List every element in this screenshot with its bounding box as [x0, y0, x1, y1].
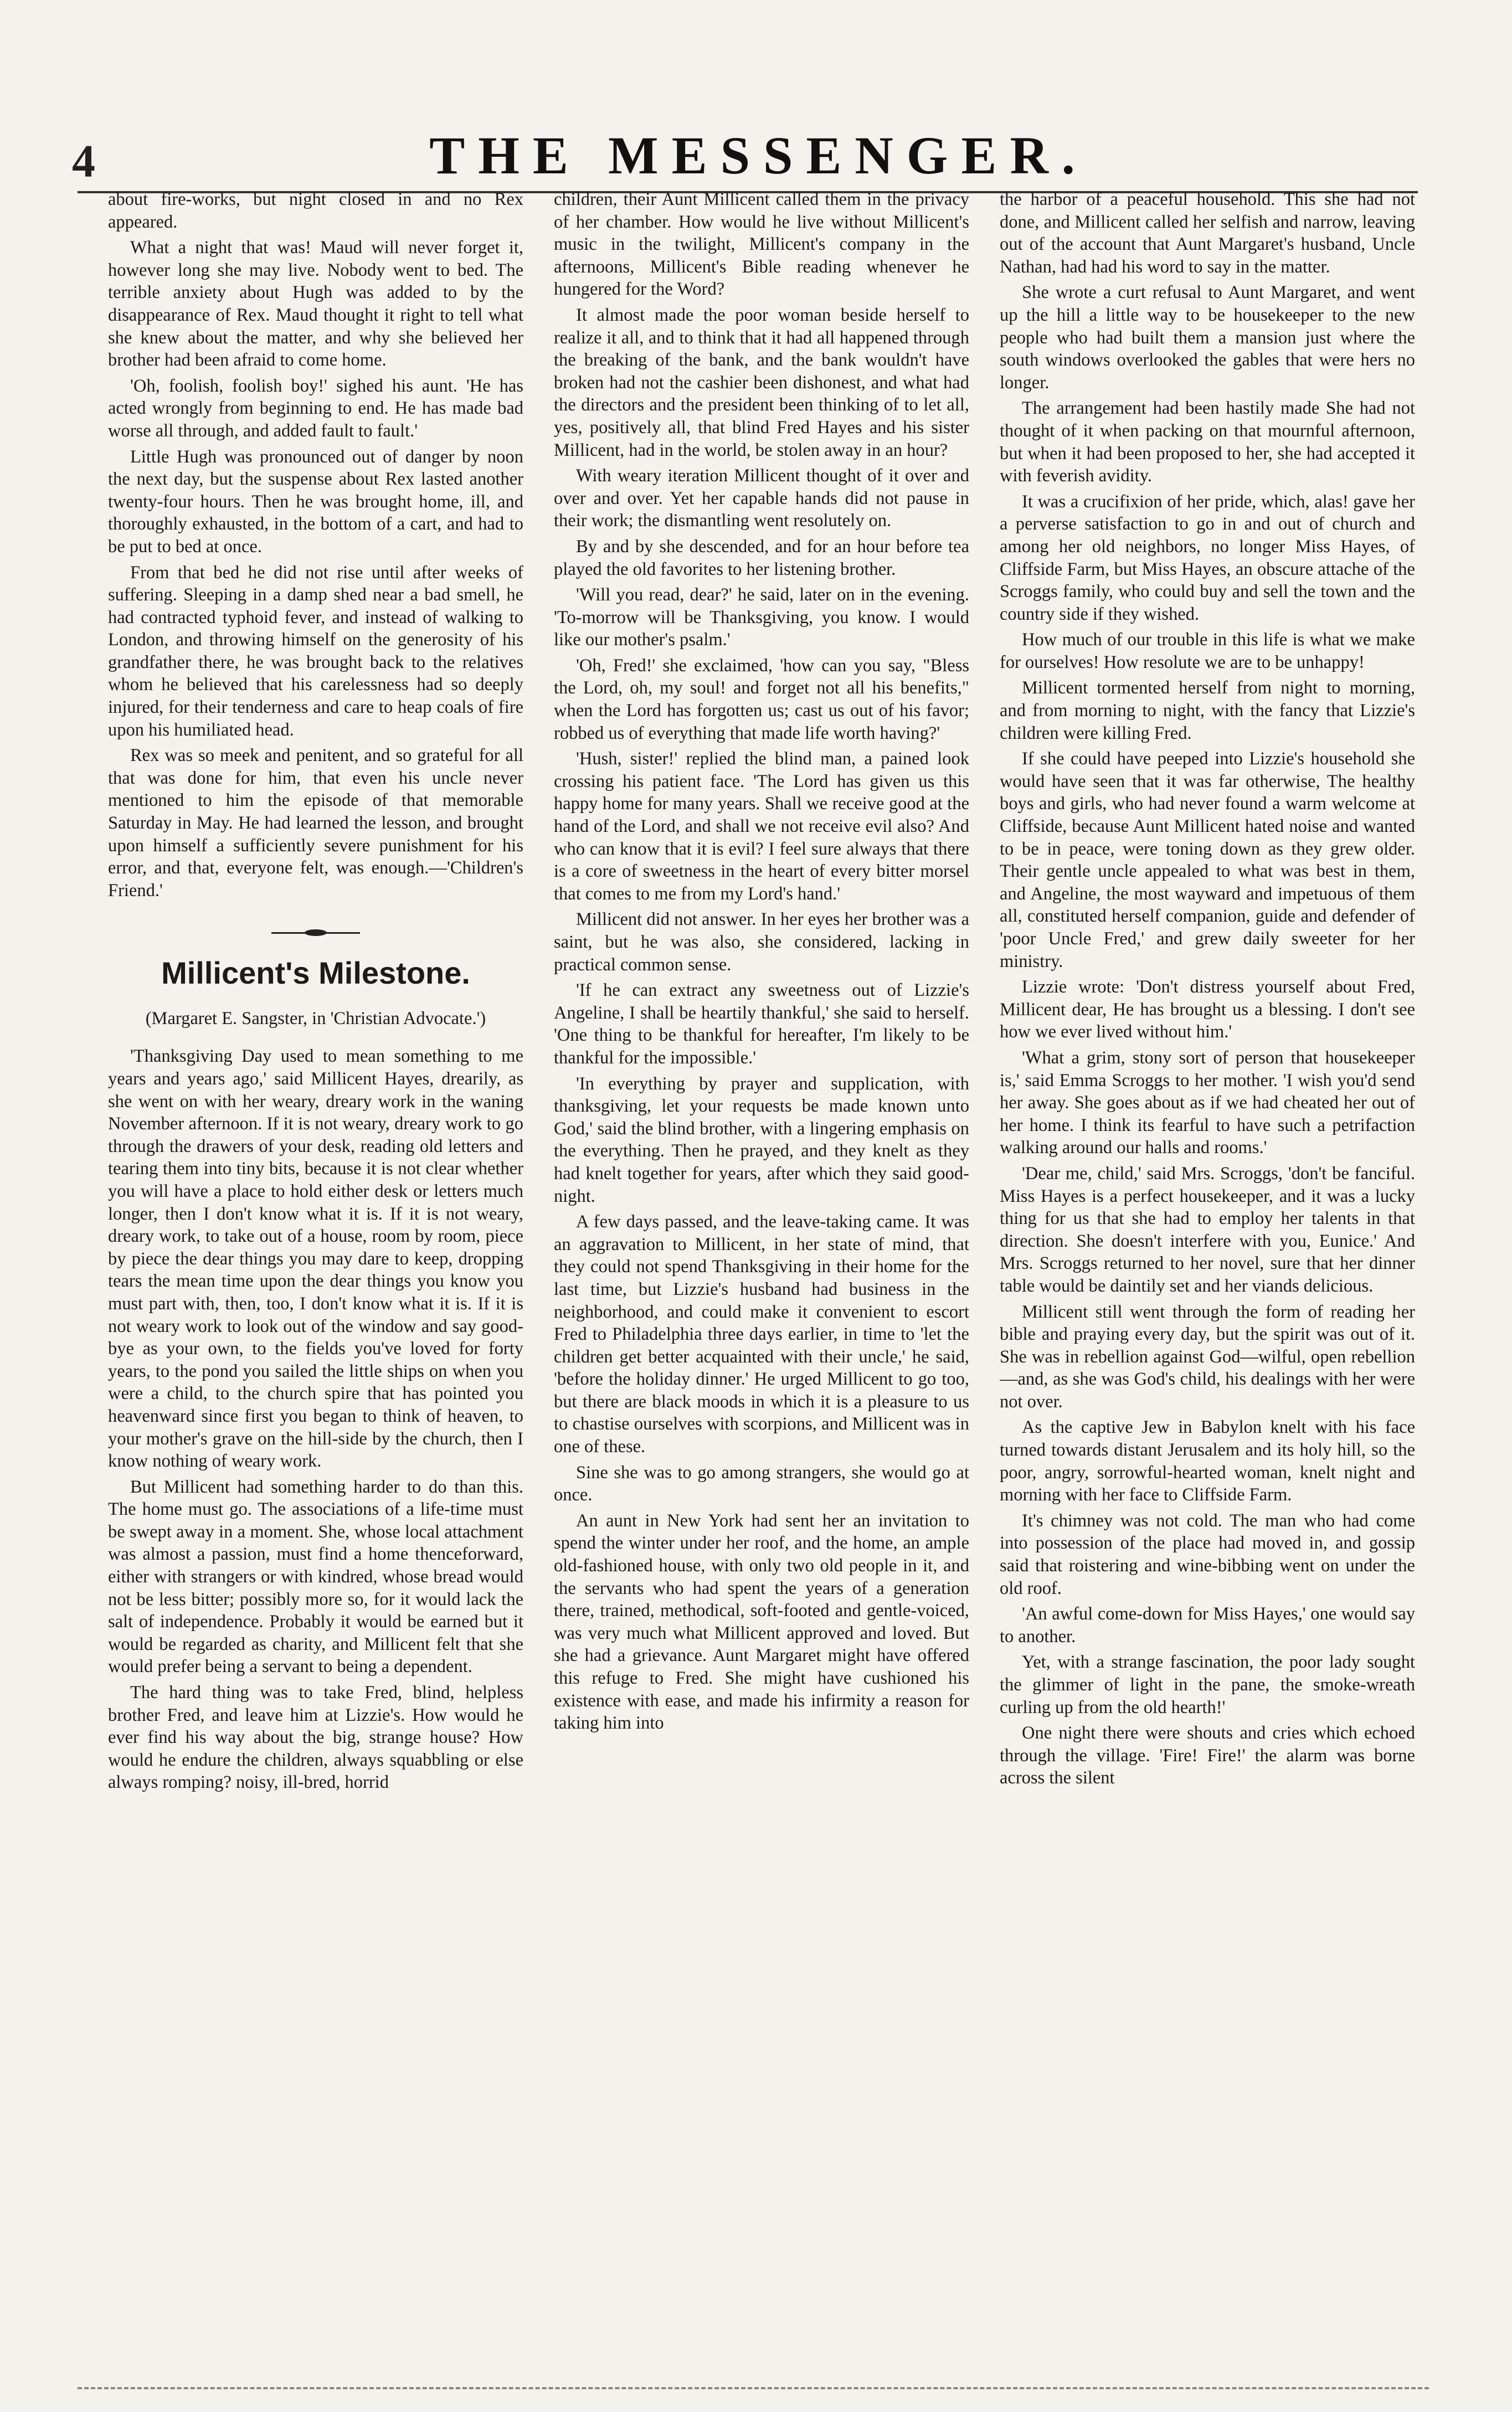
paragraph: If she could have peeped into Lizzie's household she would have seen that it was far otherwise, The healthy boys and girls, who had never found a warm welcome at Cliffside, because Aunt Millicent hated noise and wanted to be in peace, were toning down as they grew older. Their gentle uncle appealed to what was best in them, and Angeline, the most wayward and impetuous of them all, constituted herself companion, guide and defender of 'poor Uncle Fred,' and grew daily sweeter for her ministry. [1000, 749, 1415, 971]
paragraph: Lizzie wrote: 'Don't distress yourself about Fred, Millicent dear, He has brought us a blessing. I don't see how we ever lived without him.' [1000, 977, 1415, 1042]
article-columns [108, 188, 1415, 2370]
paragraph: the harbor of a peaceful household. This she had not done, and Millicent called her selfish and narrow, leaving out of the account that Aunt Margaret's husband, Uncle Nathan, had had his word to say in the matter. [1000, 189, 1415, 277]
byline: (Margaret E. Sangster, in 'Christian Advocate.') [145, 1009, 486, 1029]
paragraph: Rex was so meek and penitent, and so grateful for all that was done for him, that even his uncle never mentioned to him the episode of that memorable Saturday in May. He had learned the lesson, and brought upon himself a sufficiently severe punishment for his error, and that, everyone felt, was enough.—'Children's Friend.' [108, 745, 523, 901]
paragraph: The hard thing was to take Fred, blind, helpless brother Fred, and leave him at Lizzie's. How would he ever find his way about the big, strange house? How would he endure the children, always squabbling or else always romping? noisy, ill-bred, horrid [108, 1683, 523, 1793]
paragraph: children, their Aunt Millicent called them in the privacy of her chamber. How would he live without Millicent's music in the twilight, Millicent's company in the afternoons, Millicent's Bible reading whenever he hungered for the Word? [554, 189, 969, 300]
paragraph: 'Oh, foolish, foolish boy!' sighed his aunt. 'He has acted wrongly from beginning to end. He has made bad worse all through, and added fault to fault.' [108, 376, 523, 441]
paragraph: As the captive Jew in Babylon knelt with his face turned towards distant Jerusalem and its holy hill, so the poor, angry, sorrowful-hearted woman, knelt night and morning with her face to Cliffside Farm. [1000, 1417, 1415, 1505]
paragraph: From that bed he did not rise until after weeks of suffering. Sleeping in a damp shed near a bad smell, he had contracted typhoid fever, and instead of walking to London, and throwing himself on the generosity of his grandfather there, he was brought back to the relatives whom he believed that his carelessness had so deeply injured, for their tenderness and care to heap coals of fire upon his humiliated head. [108, 562, 523, 740]
column-1 [108, 188, 523, 2370]
paragraph: 'What a grim, stony sort of person that housekeeper is,' said Emma Scroggs to her mother. 'I wish you'd send her away. She goes about as if we had cheated her out of her home. I think its fearful to have such a petrifaction walking around our halls and rooms.' [1000, 1047, 1415, 1158]
paragraph: What a night that was! Maud will never forget it, however long she may live. Nobody went to bed. The terrible anxiety about Hugh was added to by the disappearance of Rex. Maud thought it right to tell what she knew about the matter, and why she believed her brother had been afraid to come home. [108, 238, 523, 371]
paragraph: It was a crucifixion of her pride, which, alas! gave her a perverse satisfaction to go in and out of church and among her old neighbors, no longer Miss Hayes, of Cliffside Farm, but Miss Hayes, an obscure attache of the Scroggs family, who could buy and sell the town and the country side if they wished. [1000, 491, 1415, 624]
paragraph: 'Will you read, dear?' he said, later on in the evening. 'To-morrow will be Thanksgiving, you know. I would like our mother's psalm.' [554, 585, 969, 650]
paragraph: 'Hush, sister!' replied the blind man, a pained look crossing his patient face. 'The Lord has given us this happy home for many years. Shall we receive good at the hand of the Lord, and shall we not receive evil also? And who can know that it is evil? I feel sure always that there is a core of sweetness in the heart of every bitter morsel that comes to me from my Lord's hand.' [554, 749, 969, 904]
paragraph: A few days passed, and the leave-taking came. It was an aggravation to Millicent, in her state of mind, that they could not spend Thanksgiving in their home for the last time, but Lizzie's husband had business in the neighborhood, and could make it convenient to escort Fred to Philadelphia three days earlier, in time to 'let the children get better acquainted with their uncle,' he said, 'before the holiday dinner.' He urged Millicent to go too, but there are black moods in which it is a pleasure to us to chastise ourselves with scorpions, and Millicent was in one of these. [554, 1212, 969, 1457]
paragraph: By and by she descended, and for an hour before tea played the old favorites to her listening brother. [554, 536, 969, 579]
paragraph: The arrangement had been hastily made She had not thought of it when packing on that mournful afternoon, but when it had been proposed to her, she had accepted it with feverish avidity. [1000, 398, 1415, 486]
section-divider [271, 928, 360, 937]
paragraph: 'An awful come-down for Miss Hayes,' one would say to another. [1000, 1604, 1415, 1647]
paragraph: Millicent did not answer. In her eyes her brother was a saint, but he was also, she considered, lacking in practical common sense. [554, 909, 969, 975]
paragraph: With weary iteration Millicent thought of it over and over and over. Yet her capable hands did not pause in their work; the dismantling went resolutely on. [554, 466, 969, 531]
paragraph: Sine she was to go among strangers, she would go at once. [554, 1462, 969, 1505]
paragraph: Little Hugh was pronounced out of danger by noon the next day, but the suspense about Rex lasted another twenty-four hours. Then he was brought home, ill, and thoroughly exhausted, in the bottom of a cart, and had to be put to bed at once. [108, 446, 523, 557]
article-title: Millicent's Milestone. [161, 955, 470, 991]
paragraph: One night there were shouts and cries which echoed through the village. 'Fire! Fire!' the alarm was borne across the silent [1000, 1723, 1415, 1788]
paragraph: 'If he can extract any sweetness out of Lizzie's Angeline, I shall be heartily thankful,' she said to herself. 'One thing to be thankful for hereafter, I'm likely to be thankful for the impossible.' [554, 980, 969, 1068]
paragraph: 'Dear me, child,' said Mrs. Scroggs, 'don't be fanciful. Miss Hayes is a perfect housekeeper, and it was a lucky thing for us that she had to employ her talents in that direction. She doesn't interfere with you, Eunice.' And Mrs. Scroggs returned to her novel, sure that her dinner table would be daintily set and her viands delicious. [1000, 1163, 1415, 1296]
paragraph: How much of our trouble in this life is what we make for ourselves! How resolute we are to be unhappy! [1000, 630, 1415, 672]
paragraph: Millicent still went through the form of reading her bible and praying every day, but the spirit was out of it. She was in rebellion against God—wilful, open rebellion—and, as she was God's child, his dealings with her were not over. [1000, 1302, 1415, 1412]
paragraph: Yet, with a strange fascination, the poor lady sought the glimmer of light in the pane, the smoke-wreath curling up from the old hearth!' [1000, 1652, 1415, 1717]
paragraph: It almost made the poor woman beside herself to realize it all, and to think that it had all happened through the breaking of the bank, and the bank wouldn't have broken had not the cashier been dishonest, and what had the directors and the president been thinking of to let all, yes, positively all, that blind Fred Hayes and his sister Millicent, had in the world, be stolen away in an hour? [554, 305, 969, 460]
page-header [72, 125, 1429, 187]
paragraph: But Millicent had something harder to do than this. The home must go. The associations of a life-time must be swept away in a moment. She, whose local attachment was almost a passion, must find a home thenceforward, either with strangers or with kindred, whose bread would not be less bitter; possibly more so, for it would lack the salt of independence. Probably it would be earned but it would be regarded as charity, and Millicent felt that she would prefer being a servant to being a dependent. [108, 1477, 523, 1677]
paragraph: It's chimney was not cold. The man who had come into possession of the place had moved in, and gossip said that roistering and wine-bibbing went on under the old roof. [1000, 1510, 1415, 1598]
paragraph: 'In everything by prayer and supplication, with thanksgiving, let your requests be made known unto God,' said the blind brother, with a lingering emphasis on the everything. Then he prayed, and they knelt as they had knelt together for years, after which they said good-night. [554, 1073, 969, 1206]
paragraph: 'Thanksgiving Day used to mean something to me years and years ago,' said Millicent Hayes, drearily, as she went on with her weary, dreary work in the waning November afternoon. If it is not weary, dreary work to go through the drawers of your desk, reading old letters and tearing them into tiny bits, because it is not clear whether you will have a place to hold either desk or letters much longer, then I don't know what it is. If it is not weary, dreary work, to take out of a house, room by room, piece by piece the dear things you may dare to keep, dropping tears the mean time upon the dear things you know you must part with, then, too, I don't know what it is. If it is not weary work to look out of the window and say good-bye as your own, to the fields you've loved for forty years, to the pond you sailed the little ships on when you were a child, to the church spire that has pointed you heavenward since first you began to think of heaven, to your mother's grave on the hill-side by the church, then I know nothing of weary work. [108, 1046, 523, 1472]
paragraph: 'Oh, Fred!' she exclaimed, 'how can you say, "Bless the Lord, oh, my soul! and forget not all his benefits," when the Lord has forgotten us; cast us out of his favor; robbed us of everything that made life worth having?' [554, 655, 969, 743]
paragraph: Millicent tormented herself from night to morning, and from morning to night, with the fancy that Lizzie's children were killing Fred. [1000, 678, 1415, 743]
paragraph: An aunt in New York had sent her an invitation to spend the winter under her roof, and the home, an ample old-fashioned house, with only two old people in it, and the servants who had spent the years of a generation there, trained, methodical, soft-footed and gentle-voiced, was very much what Millicent approved and loved. But she had a grievance. Aunt Margaret might have offered this refuge to Fred. She might have cushioned his existence with ease, and made his infirmity a reason for taking him into [554, 1510, 969, 1734]
column-3 [1000, 188, 1415, 2370]
bottom-rule [78, 2387, 1429, 2392]
column-2 [554, 188, 969, 2370]
page-number: 4 [72, 136, 95, 187]
masthead: THE MESSENGER. [429, 126, 1088, 185]
paragraph: about fire-works, but night closed in and no Rex appeared. [108, 189, 523, 232]
paragraph: She wrote a curt refusal to Aunt Margaret, and went up the hill a little way to be housekeeper to the new people who had built them a mansion just where the south windows overlooked the gables that were hers no longer. [1000, 282, 1415, 393]
